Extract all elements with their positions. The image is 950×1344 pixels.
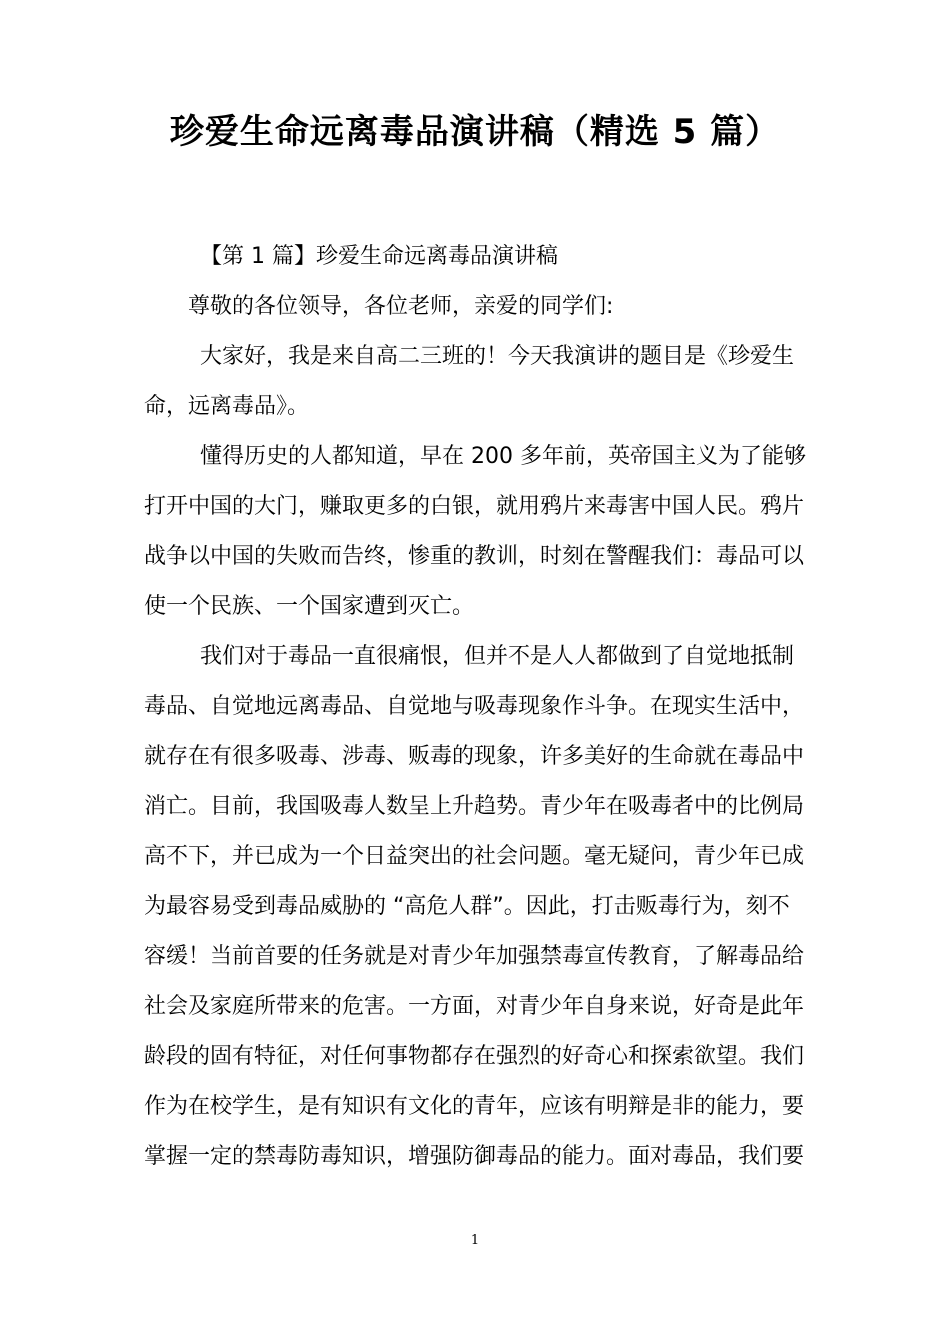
- paragraph-line: 使一个民族、一个国家遭到灭亡。: [144, 594, 475, 619]
- paragraph-line: 作为在校学生，是有知识有文化的青年，应该有明辩是非的能力，要: [144, 1094, 805, 1119]
- paragraph-line: 我们对于毒品一直很痛恨，但并不是人人都做到了自觉地抵制: [200, 644, 795, 669]
- document-title: 珍爱生命远离毒品演讲稿（精选 5 篇）: [169, 112, 781, 152]
- paragraph-line: 龄段的固有特征，对任何事物都存在强烈的好奇心和探索欲望。我们: [144, 1044, 805, 1069]
- paragraph-line: 高不下，并已成为一个日益突出的社会问题。毫无疑问，青少年已成: [144, 844, 805, 869]
- paragraph-line: 消亡。目前，我国吸毒人数呈上升趋势。青少年在吸毒者中的比例局: [144, 794, 805, 819]
- document-body: [144, 232, 808, 1182]
- paragraph-line: 就存在有很多吸毒、涉毒、贩毒的现象，许多美好的生命就在毒品中: [144, 744, 805, 769]
- paragraph-line: 战争以中国的失败而告终，惨重的教训，时刻在警醒我们：毒品可以: [144, 544, 805, 569]
- paragraph-line: 毒品、自觉地远离毒品、自觉地与吸毒现象作斗争。在现实生活中，: [144, 694, 805, 719]
- paragraph-line: 容缓！当前首要的任务就是对青少年加强禁毒宣传教育，了解毒品给: [144, 944, 805, 969]
- section-heading: 【第 1 篇】珍爱生命远离毒品演讲稿: [200, 244, 558, 269]
- salutation-line: 尊敬的各位领导，各位老师，亲爱的同学们:: [188, 294, 614, 319]
- paragraph-line: 为最容易受到毒品威胁的 “高危人群”。因此，打击贩毒行为，刻不: [144, 894, 790, 919]
- paragraph-line: 大家好，我是来自高二三班的！今天我演讲的题目是《珍爱生: [200, 344, 795, 369]
- paragraph-line: 懂得历史的人都知道，早在 200 多年前，英帝国主义为了能够: [200, 444, 806, 469]
- paragraph-line: 掌握一定的禁毒防毒知识，增强防御毒品的能力。面对毒品，我们要: [144, 1144, 805, 1169]
- paragraph-line: 社会及家庭所带来的危害。一方面，对青少年自身来说，好奇是此年: [144, 994, 805, 1019]
- paragraph-line: 打开中国的大门，赚取更多的白银，就用鸦片来毒害中国人民。鸦片: [144, 494, 805, 519]
- paragraph-line: 命，远离毒品》。: [144, 394, 310, 419]
- page-number: 1: [470, 1233, 480, 1248]
